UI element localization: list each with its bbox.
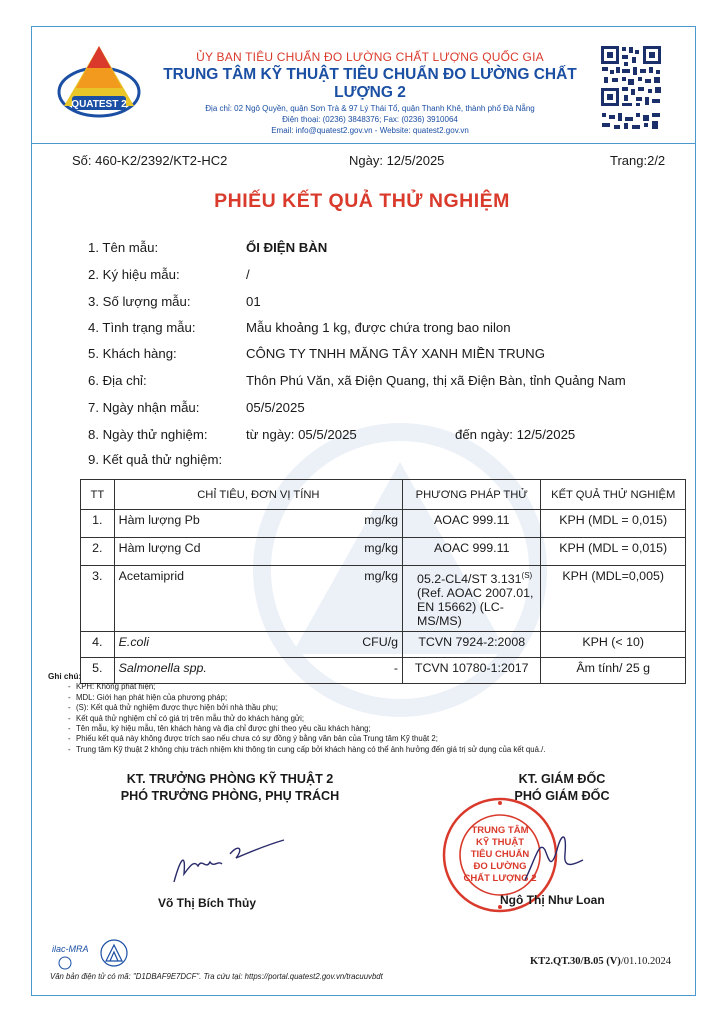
method-line-2: (Ref. AOAC 2007.01,: [417, 586, 534, 601]
cell-result: KPH (MDL=0,005): [541, 566, 686, 632]
table-row: [81, 632, 686, 658]
results-table: [80, 479, 686, 684]
info-value-from: từ ngày: 05/5/2025: [246, 427, 357, 442]
accreditation-logo: [50, 938, 140, 972]
cell-method: AOAC 999.11: [403, 510, 541, 538]
logo-label: QUATEST 2: [71, 99, 127, 110]
info-value: /: [246, 267, 250, 282]
handwritten-signature-left: [160, 830, 290, 890]
signer-name-right: Ngô Thị Như Loan: [500, 893, 605, 907]
form-code: [530, 956, 671, 967]
signature-block-left: [100, 772, 360, 806]
cell-unit: CFU/g: [358, 632, 402, 658]
table-row: [81, 566, 686, 632]
note-item: - Trung tâm Kỹ thuật 2 không chịu trách nhiệm khi thông tin cung cấp bởi khách hàng có thể ảnh hưởng đến giá trị sử dụng của kết quả./.: [48, 745, 698, 755]
note-item: - (S): Kết quả thử nghiệm được thực hiện bởi nhà thầu phụ;: [48, 703, 698, 713]
cell-tt: 1.: [81, 510, 115, 538]
header-contact: Email: info@quatest2.gov.vn - Website: quatest2.gov.vn: [271, 126, 469, 135]
seal-line: TIÊU CHUẨN: [470, 849, 530, 860]
info-value: CÔNG TY TNHH MĂNG TÂY XANH MIỀN TRUNG: [246, 346, 545, 361]
electronic-verification-note: Văn bản điện tử có mã: "D1DBAF9E7DCF". Tra cứu tại: https://portal.quatest2.gov.vn/tracuuvbdt: [50, 972, 383, 981]
note-item: - Kết quả thử nghiệm chỉ có giá trị trên mẫu thử do khách hàng gửi;: [48, 714, 698, 724]
info-label: 2. Ký hiệu mẫu:: [88, 267, 180, 282]
seal-line: KỸ THUẬT: [475, 837, 525, 848]
info-value: 01: [246, 294, 261, 309]
cell-method: TCVN 10780-1:2017: [403, 658, 541, 684]
cell-result: KPH (MDL = 0,015): [541, 510, 686, 538]
cell-tt: 2.: [81, 538, 115, 566]
seal-line: TRUNG TÂM: [471, 825, 529, 836]
info-label: 9. Kết quả thử nghiệm:: [88, 452, 223, 467]
cell-method: TCVN 7924-2:2008: [403, 632, 541, 658]
info-label: 1. Tên mẫu:: [88, 240, 159, 255]
qr-code-icon: [600, 45, 662, 133]
notes-title: Ghi chú:: [48, 672, 82, 681]
form-code-id: KT2.QT.30/B.05 (V): [530, 956, 621, 967]
header-parent-org: ỦY BAN TIÊU CHUẨN ĐO LƯỜNG CHẤT LƯỢNG QUỐC GIA: [196, 50, 544, 64]
document-date: Ngày: 12/5/2025: [349, 153, 445, 168]
cell-indicator: Hàm lượng Pb: [114, 510, 358, 538]
info-label: 8. Ngày thử nghiệm:: [88, 427, 208, 442]
header-phone: Điện thoại: (0236) 3848376; Fax: (0236) 3910064: [282, 115, 458, 124]
cell-unit: mg/kg: [358, 566, 402, 632]
info-value: 05/5/2025: [246, 400, 305, 415]
cell-result: KPH (< 10): [541, 632, 686, 658]
note-item: - MDL: Giới hạn phát hiện của phương pháp;: [48, 693, 698, 703]
table-row: [81, 510, 686, 538]
info-value: Mẫu khoảng 1 kg, được chứa trong bao nilon: [246, 320, 511, 335]
signer-name-left: Võ Thị Bích Thủy: [158, 896, 256, 910]
column-header-indicator: CHỈ TIÊU, ĐƠN VỊ TÍNH: [114, 480, 402, 510]
header-org-name: TRUNG TÂM KỸ THUẬT TIÊU CHUẨN ĐO LƯỜNG CHẤT LƯỢNG 2: [163, 66, 577, 101]
info-value-to: đến ngày: 12/5/2025: [455, 427, 576, 442]
note-item: - Tên mẫu, ký hiệu mẫu, tên khách hàng và địa chỉ được ghi theo yêu cầu khách hàng;: [48, 724, 698, 734]
cell-unit: mg/kg: [358, 538, 402, 566]
info-value: ỔI ĐIỆN BÀN: [246, 240, 328, 255]
cell-unit: -: [358, 658, 402, 684]
signer-title-line-2: PHÓ GIÁM ĐỐC: [514, 789, 610, 803]
signer-title-line-1: KT. TRƯỞNG PHÒNG KỸ THUẬT 2: [126, 772, 334, 786]
cell-method: [403, 566, 541, 632]
header-address: Địa chỉ: 02 Ngô Quyền, quận Sơn Trà & 97 Lý Thái Tổ, quận Thanh Khê, thành phố Đà Nẵng: [205, 104, 535, 113]
signer-title-line-2: PHÓ TRƯỞNG PHÒNG, PHỤ TRÁCH: [120, 789, 340, 803]
method-line-3: EN 15662) (LC-MS/MS): [417, 600, 504, 629]
cell-indicator: E.coli: [114, 632, 358, 658]
cell-unit: mg/kg: [358, 510, 402, 538]
page-number: Trang:2/2: [610, 153, 666, 168]
cell-result: Âm tính/ 25 g: [541, 658, 686, 684]
table-row: [81, 538, 686, 566]
signer-title-line-1: KT. GIÁM ĐỐC: [518, 772, 606, 786]
info-label: 5. Khách hàng:: [88, 346, 177, 361]
cell-method: AOAC 999.11: [403, 538, 541, 566]
info-label: 4. Tình trạng mẫu:: [88, 320, 196, 335]
cell-indicator: Salmonella spp.: [114, 658, 358, 684]
cell-result: KPH (MDL = 0,015): [541, 538, 686, 566]
info-label: 7. Ngày nhận mẫu:: [88, 400, 200, 415]
seal-line: CHẤT LƯỢNG 2: [463, 873, 537, 884]
cell-indicator: Acetamiprid: [114, 566, 358, 632]
column-header-method: PHƯƠNG PHÁP THỬ: [403, 480, 541, 510]
header-divider: [31, 143, 696, 144]
document-title: PHIẾU KẾT QUẢ THỬ NGHIỆM: [214, 190, 510, 212]
cell-tt: 3.: [81, 566, 115, 632]
accreditation-label: ilac-MRA: [52, 944, 89, 954]
note-item: - KPH: Không phát hiện;: [48, 682, 698, 692]
seal-line: ĐO LƯỜNG: [473, 861, 527, 872]
handwritten-signature-right: [505, 820, 595, 890]
cell-tt: 5.: [81, 658, 115, 684]
method-superscript: (S): [521, 571, 533, 580]
form-code-date: /01.10.2024: [620, 956, 671, 967]
column-header-result: KẾT QUẢ THỬ NGHIỆM: [541, 480, 686, 510]
cell-indicator: Hàm lượng Cd: [114, 538, 358, 566]
column-header-tt: TT: [81, 480, 115, 510]
cell-tt: 4.: [81, 632, 115, 658]
notes-section: [48, 672, 698, 755]
info-label: 3. Số lượng mẫu:: [88, 294, 191, 309]
method-line-1: 05.2-CL4/ST 3.131: [417, 572, 522, 587]
info-value: Thôn Phú Văn, xã Điện Quang, thị xã Điện Bàn, tỉnh Quảng Nam: [246, 373, 626, 388]
note-item: - Phiếu kết quả này không được trích sao nếu chưa có sự đồng ý bằng văn bản của Trung tâm Kỹ thuật 2;: [48, 734, 698, 744]
table-header-row: [81, 480, 686, 510]
document-number: Số: 460-K2/2392/KT2-HC2: [72, 153, 228, 168]
organization-header: [155, 50, 585, 135]
quatest-logo: [54, 42, 144, 118]
info-label: 6. Địa chỉ:: [88, 373, 147, 388]
